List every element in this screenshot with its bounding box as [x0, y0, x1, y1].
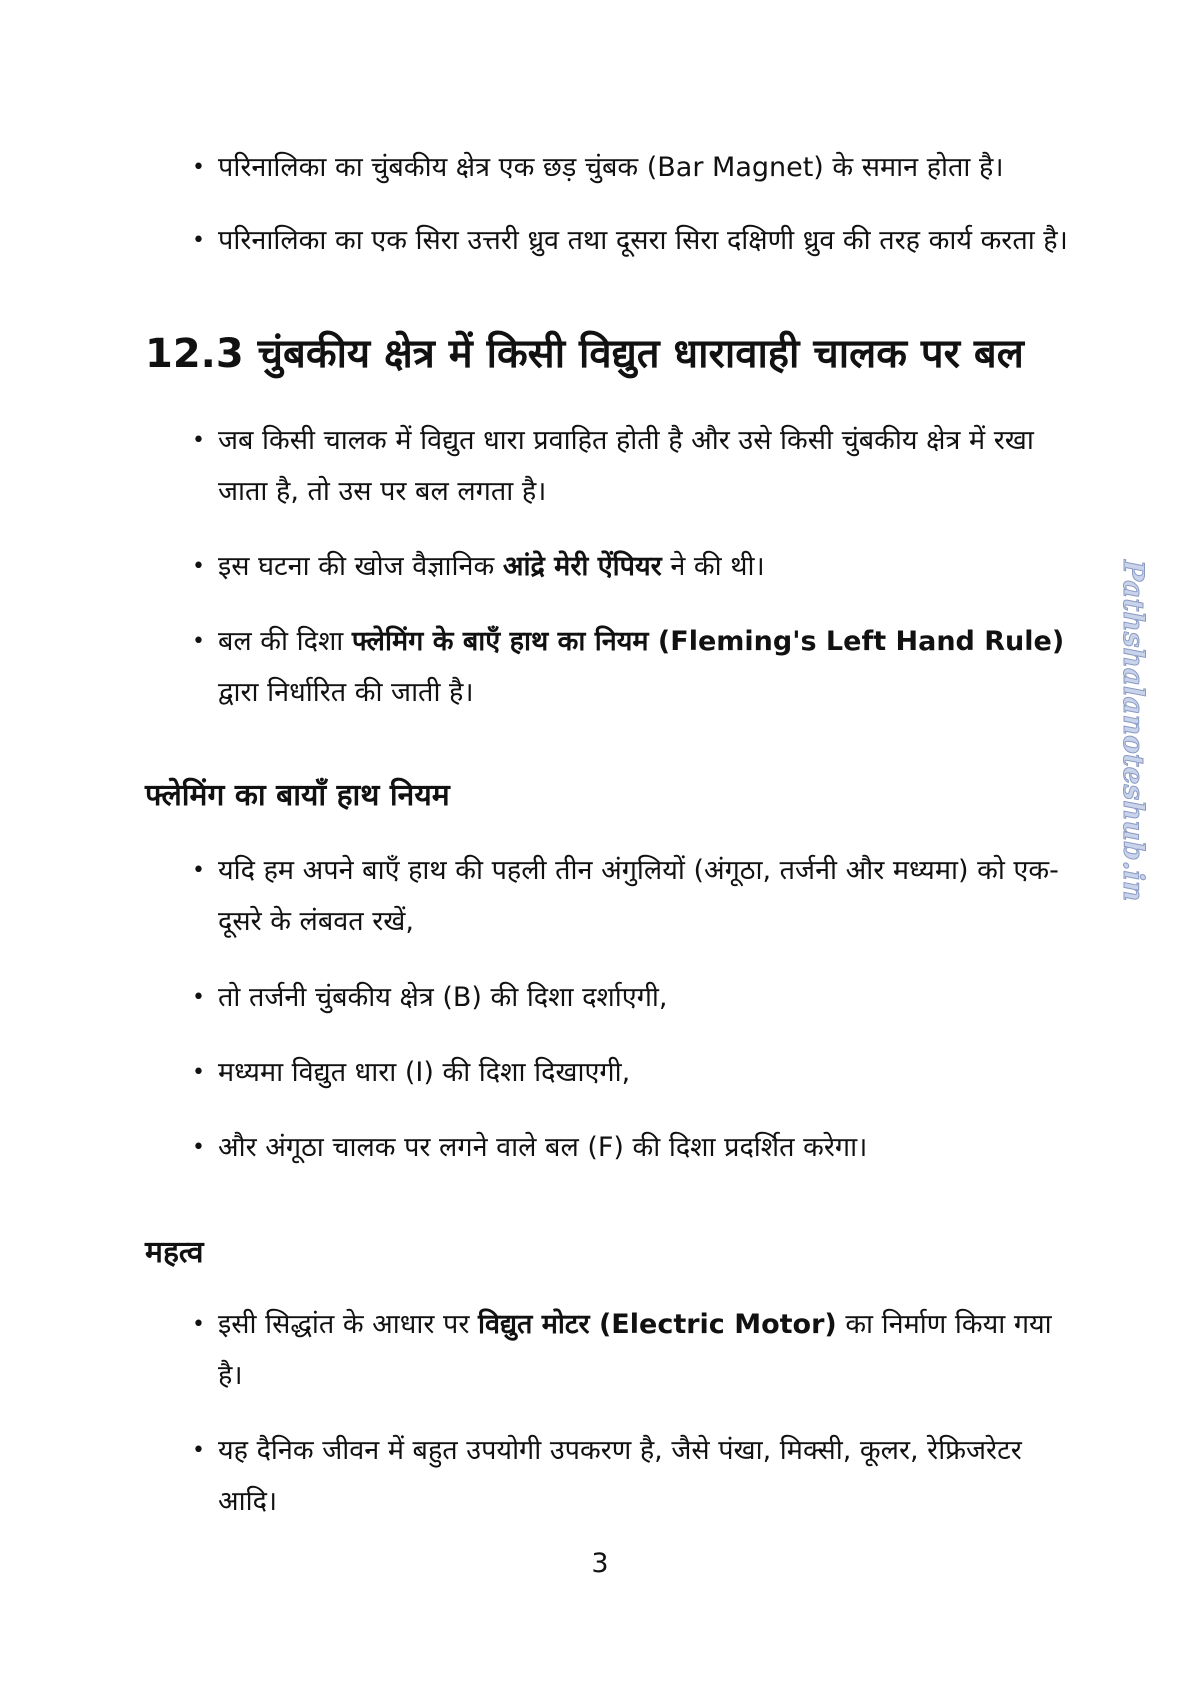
page-content: [145, 142, 1070, 1582]
list-item-text: तो तर्जनी चुंबकीय क्षेत्र (B) की दिशा दर्शाएगी,: [218, 982, 668, 1013]
list-item: [192, 845, 1068, 947]
list-item: [192, 415, 1068, 517]
text: इसी सिद्धांत के आधार पर: [218, 1309, 478, 1340]
bullet-icon: •: [192, 1060, 205, 1085]
bullet-icon: •: [192, 1135, 205, 1160]
text: द्वारा निर्धारित की जाती है।: [218, 677, 474, 708]
bold-text: आंद्रे मेरी ऐंपियर: [502, 551, 662, 582]
text: का निर्माण किया गया है।: [218, 1309, 1052, 1391]
bullet-icon: •: [192, 1312, 205, 1337]
bullet-icon: •: [192, 858, 205, 883]
list-item: [192, 1122, 1068, 1173]
list-item-text: परिनालिका का चुंबकीय क्षेत्र एक छड़ चुंबक (Bar Magnet) के समान होता है।: [218, 152, 1004, 183]
bullet-icon: •: [192, 228, 205, 253]
text: ने की थी।: [661, 551, 765, 582]
bullet-icon: •: [192, 554, 205, 579]
bullet-icon: •: [192, 985, 205, 1010]
bullet-icon: •: [192, 1438, 205, 1463]
text: इस घटना की खोज वैज्ञानिक: [218, 551, 503, 582]
bold-text: फ्लेमिंग के बाएँ हाथ का नियम (Fleming's Left Hand Rule): [351, 626, 1065, 657]
bullet-icon: •: [192, 428, 205, 453]
list-item-text: परिनालिका का एक सिरा उत्तरी ध्रुव तथा दूसरा सिरा दक्षिणी ध्रुव की तरह कार्य करता है।: [218, 225, 1068, 256]
bullet-icon: •: [192, 155, 205, 180]
list-item: [192, 616, 1068, 718]
list-item-text: मध्यमा विद्युत धारा (I) की दिशा दिखाएगी,: [218, 1057, 631, 1088]
list-item: [192, 1047, 1068, 1098]
page-number: 3: [591, 1548, 609, 1579]
section-heading: 12.3 चुंबकीय क्षेत्र में किसी विद्युत धारावाही चालक पर बल: [145, 331, 1024, 377]
list-item-text: यदि हम अपने बाएँ हाथ की पहली तीन अंगुलियों (अंगूठा, तर्जनी और मध्यमा) को एक-दूसरे के लंबवत रखें,: [218, 855, 1059, 937]
list-item: [192, 215, 1068, 266]
list-item-text: यह दैनिक जीवन में बहुत उपयोगी उपकरण है, जैसे पंखा, मिक्सी, कूलर, रेफ्रिजरेटर आदि।: [218, 1435, 1022, 1517]
text: बल की दिशा: [218, 626, 352, 657]
list-item-text: जब किसी चालक में विद्युत धारा प्रवाहित होती है और उसे किसी चुंबकीय क्षेत्र में रखा जाता है, तो उस पर बल लगता है।: [218, 425, 1034, 507]
list-item: [192, 1299, 1068, 1401]
bold-text: विद्युत मोटर (Electric Motor): [477, 1309, 837, 1340]
watermark: Pathshalanoteshub.in: [1117, 560, 1150, 902]
list-item: [192, 972, 1068, 1023]
subheading-importance: महत्व: [145, 1235, 204, 1270]
subheading-fleming: फ्लेमिंग का बायाँ हाथ नियम: [145, 778, 450, 813]
bullet-icon: •: [192, 629, 205, 654]
list-item: [192, 1425, 1068, 1527]
list-item: [192, 541, 1068, 592]
list-item: [192, 142, 1068, 193]
list-item-text: और अंगूठा चालक पर लगने वाले बल (F) की दिशा प्रदर्शित करेगा।: [218, 1132, 868, 1163]
